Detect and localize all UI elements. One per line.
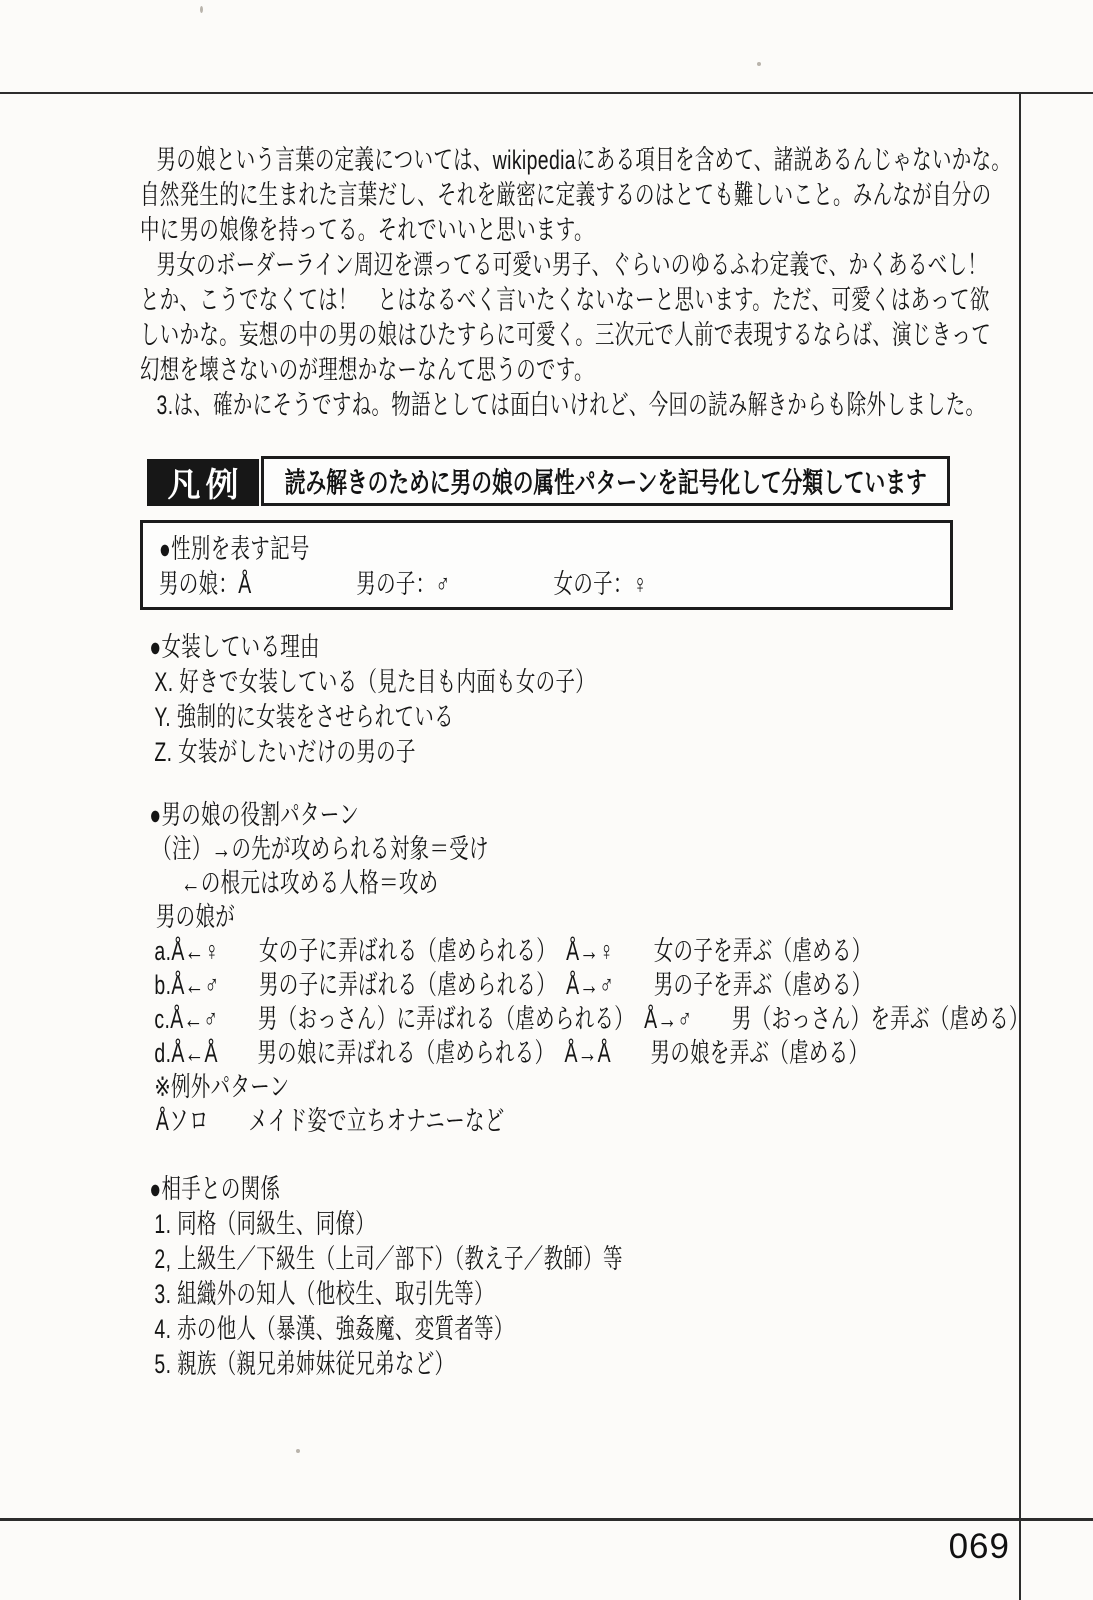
list-item: c.Å←♂ 男（おっさん）に弄ばれる（虐められる） Å→♂ 男（おっさん）を弄ぶ（虐める） (154, 1004, 1029, 1034)
top-rule (0, 92, 1093, 94)
symbol-otokonoko-daughter: 男の娘：Å (159, 569, 252, 599)
exception-label: ※例外パターン (154, 1072, 290, 1102)
symbol-box-heading: ●性別を表す記号 (159, 534, 310, 564)
list-item: Z. 女装がしたいだけの男の子 (154, 737, 416, 767)
section-role-patterns (140, 798, 1070, 1138)
legend-title: 読み解きのために男の娘の属性パターンを記号化して分類しています (284, 467, 927, 498)
paragraph-line: 中に男の娘像を持ってる。それでいいと思います。 (140, 215, 594, 245)
bottom-rule (0, 1518, 1093, 1521)
legend-label: 凡例 (167, 468, 244, 504)
paragraph-line: 幻想を壊さないのが理想かなーなんて思うのです。 (140, 355, 594, 385)
paragraph-line: しいかな。妄想の中の男の娘はひたすらに可愛く。三次元で人前で表現するならば、演じきって (140, 320, 992, 350)
list-item: 5. 親族（親兄弟姉妹従兄弟など） (154, 1349, 455, 1379)
list-item: b.Å←♂ 男の子に弄ばれる（虐められる） Å→♂ 男の子を弄ぶ（虐める） (154, 970, 872, 1000)
intro-paragraphs (140, 143, 1070, 423)
lead-line: 男の娘が (155, 902, 236, 932)
list-item: Y. 強制的に女装をさせられている (154, 702, 454, 732)
scan-speck (200, 6, 203, 13)
section-heading: ●男の娘の役割パターン (149, 800, 360, 830)
list-item: X. 好きで女装している（見た目も内面も女の子） (154, 667, 596, 697)
paragraph-line: 3.は、確かにそうですね。物語としては面白いけれど、今回の読み解きからも除外しました。 (156, 390, 986, 420)
gender-symbol-box (140, 520, 953, 610)
symbol-boy: 男の子：♂ (356, 569, 451, 599)
legend-title-box (261, 456, 950, 506)
section-heading: ●相手との関係 (149, 1174, 281, 1204)
section-relations (140, 1172, 1070, 1382)
paragraph-line: 自然発生的に生まれた言葉だし、それを厳密に定義するのはとても難しいこと。みんなが自分の (140, 180, 992, 210)
list-item: 3. 組織外の知人（他校生、取引先等） (154, 1279, 494, 1309)
symbol-girl: 女の子：♀ (553, 569, 648, 599)
note-line: （注）→の先が攻められる対象＝受け (152, 834, 489, 864)
list-item: 1. 同格（同級生、同僚） (154, 1209, 376, 1239)
exception-item: Åソロ メイド姿で立ちオナニーなど (155, 1106, 505, 1136)
list-item: d.Å←Å 男の娘に弄ばれる（虐められる） Å→Å 男の娘を弄ぶ（虐める） (154, 1038, 869, 1068)
paragraph-line: 男女のボーダーライン周辺を漂ってる可愛い男子、ぐらいのゆるふわ定義で、かくあるべし！ (156, 250, 988, 280)
legend-label-box (147, 459, 259, 506)
scan-speck (296, 1449, 300, 1453)
paragraph-line: とか、こうでなくては！ とはなるべく言いたくないなーと思います。ただ、可愛くはあって欲 (140, 285, 990, 315)
scan-speck (757, 62, 761, 66)
page-number: 069 (948, 1527, 1010, 1566)
paragraph-line: 男の娘という言葉の定義については、wikipediaにある項目を含めて、諸説あるんじゃないかな。 (156, 145, 1012, 175)
list-item: 4. 赤の他人（暴漢、強姦魔、変質者等） (154, 1314, 514, 1344)
list-item: a.Å←♀ 女の子に弄ばれる（虐められる） Å→♀ 女の子を弄ぶ（虐める） (154, 936, 872, 966)
note-line: ←の根元は攻める人格＝攻め (181, 868, 439, 898)
symbol-row (159, 567, 729, 602)
section-crossdressing-reasons (140, 630, 1070, 770)
list-item: 2, 上級生／下級生（上司／部下）（教え子／教師）等 (154, 1244, 623, 1274)
section-heading: ●女装している理由 (149, 632, 320, 662)
